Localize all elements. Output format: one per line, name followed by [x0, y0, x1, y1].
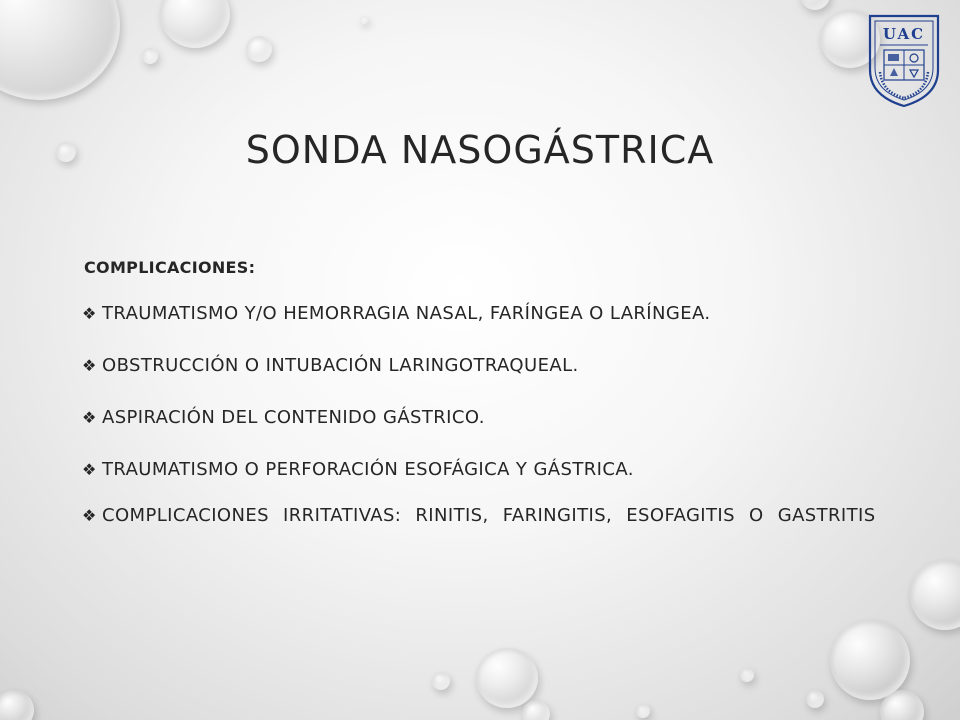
complications-list — [80, 299, 880, 531]
water-drop — [830, 620, 910, 700]
list-item — [80, 501, 880, 531]
water-drop — [246, 36, 272, 62]
list-item-text: TRAUMATISMO O PERFORACIÓN ESOFÁGICA Y GÁSTRICA. — [102, 459, 634, 480]
water-drop — [800, 0, 830, 10]
list-item — [80, 455, 880, 485]
water-drop — [476, 648, 538, 708]
water-drop — [432, 672, 450, 690]
water-drop — [360, 16, 368, 24]
diamond-bullet-icon: ❖ — [82, 356, 97, 375]
list-item — [80, 299, 880, 329]
water-drop — [0, 690, 34, 720]
water-drop — [880, 690, 924, 720]
list-item-text: ASPIRACIÓN DEL CONTENIDO GÁSTRICO. — [102, 407, 485, 428]
water-drop — [740, 668, 754, 682]
water-drop — [910, 560, 960, 630]
water-drop — [806, 690, 824, 708]
diamond-bullet-icon: ❖ — [82, 506, 97, 525]
uac-logo — [866, 12, 942, 108]
diamond-bullet-icon: ❖ — [82, 304, 97, 323]
list-item-text: TRAUMATISMO Y/O HEMORRAGIA NASAL, FARÍNGEA O LARÍNGEA. — [102, 303, 711, 324]
water-drop — [636, 704, 650, 718]
diamond-bullet-icon: ❖ — [82, 408, 97, 427]
logo-acronym: UAC — [882, 25, 926, 43]
diamond-bullet-icon: ❖ — [82, 460, 97, 479]
water-drop — [160, 0, 230, 48]
list-item-text: OBSTRUCCIÓN O INTUBACIÓN LARINGOTRAQUEAL. — [102, 355, 579, 376]
water-drop — [522, 700, 550, 720]
water-drop — [0, 0, 120, 100]
water-drop — [142, 48, 158, 64]
slide-content — [80, 258, 880, 553]
list-item — [80, 351, 880, 381]
list-item-text: COMPLICACIONES IRRITATIVAS: RINITIS, FARINGITIS, ESOFAGITIS O GASTRITIS — [102, 505, 876, 526]
list-item — [80, 403, 880, 433]
slide-title: SONDA NASOGÁSTRICA — [245, 128, 715, 172]
section-heading: COMPLICACIONES: — [84, 258, 256, 277]
